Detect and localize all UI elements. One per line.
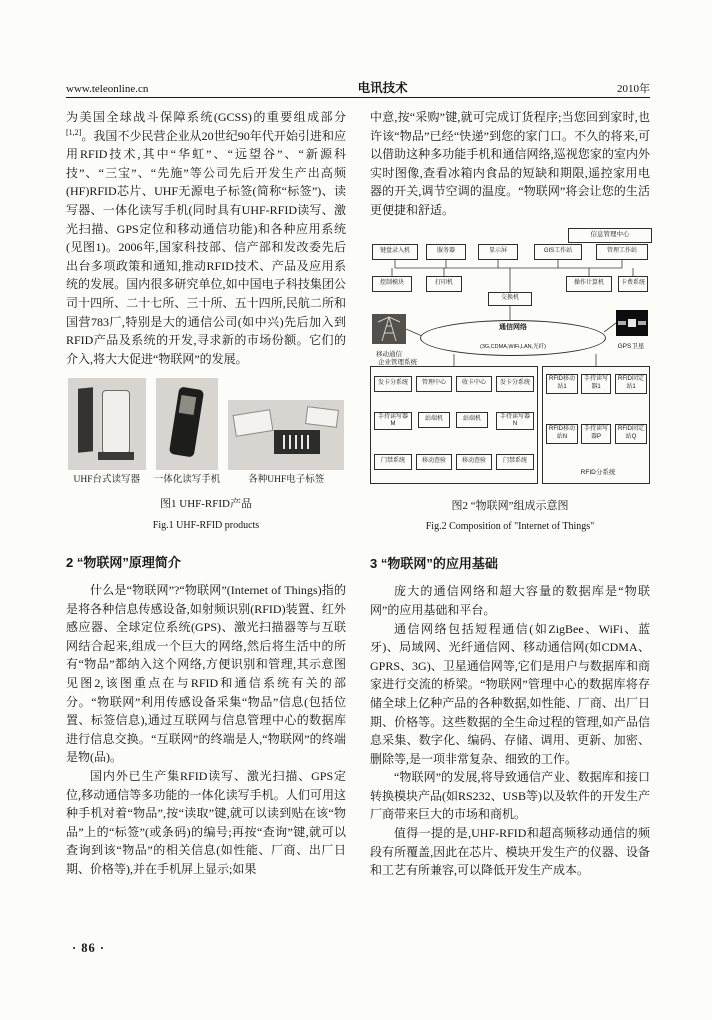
antenna-tower-icon xyxy=(372,314,406,344)
diagram-box-rfid-fixed-q: RFID固定站Q xyxy=(615,424,647,444)
diagram-box-gis-workstation: GIS工作站 xyxy=(534,244,582,260)
section-2-heading: 2 “物联网”原理简介 xyxy=(66,554,181,570)
photo-label-desktop-reader: UHF台式读写器 xyxy=(73,475,140,486)
section-3-paragraph-3: “物联网”的发展,将导致通信产业、数据库和接口转换模块产品(如RS232、USB等)以及软件的开发生产厂商带来巨大的市场和商机。 xyxy=(370,770,651,822)
diagram-box-control-module: 控制模块 xyxy=(372,276,412,292)
uhf-desktop-reader-photo xyxy=(68,378,146,470)
mobile-comm-photo xyxy=(372,314,406,344)
figure-1-cell-handheld xyxy=(154,378,221,486)
section-3-paragraph-4: 值得一提的是,UHF-RFID和超高频移动通信的频段有所覆盖,因此在芯片、模块开发生产的仪器、设备和工艺有所兼容,可以降低开发生产成本。 xyxy=(370,826,650,878)
diagram-box-handheld-n: 手持读写器N xyxy=(496,412,534,430)
journal-title: 电讯技术 xyxy=(357,81,408,95)
diagram-box-card-issue-1: 发卡分系统 xyxy=(374,376,412,392)
header-divider xyxy=(66,97,650,98)
diagram-box-keyboard-entry: 键盘录入机 xyxy=(372,244,418,260)
mobile-comm-label: 移动通信 xyxy=(376,350,402,358)
diagram-box-access-control-2: 门禁系统 xyxy=(496,454,534,470)
section-3-paragraph-2: 通信网络包括短程通信(如ZigBee、WiFi、蓝牙)、局域网、光纤通信网、移动通信网(如CDMA、GPRS、3G)、卫星通信网等,它们是用户与数据库和商家进行交流的桥梁。“物联网”管理中心的数据库将存储全球上亿种产品的各种数据,如性能、厂商、出厂日期、价格等。这些数据的全生命过程的管理,如产品信息采集、数字化、编码、存储、调用、更新、加密、删除等,是一项非常复杂、细致的工作。 xyxy=(370,621,650,766)
diagram-box-rfid-handheld-p: 手持读写器P xyxy=(581,424,611,444)
figure1-caption-cn: 图1 UHF-RFID产品 xyxy=(160,498,252,511)
diagram-box-mgmt-center: 管理中心 xyxy=(416,376,452,392)
diagram-box-rfid-mobile-1: RFID移动站1 xyxy=(546,374,578,394)
figure-1 xyxy=(66,378,346,535)
diagram-box-display: 显示屏 xyxy=(478,244,518,260)
content-columns xyxy=(66,108,650,880)
diagram-box-station-terminal-2: 站端机 xyxy=(456,412,488,428)
handheld-screen-shape xyxy=(179,395,197,415)
page-header xyxy=(66,78,650,96)
satellite-icon xyxy=(616,310,648,336)
diagram-box-card-issue-2: 发卡分系统 xyxy=(496,376,534,392)
diagram-box-printer: 打印机 xyxy=(426,276,462,292)
continued-paragraph xyxy=(66,108,346,368)
diagram-box-mobile-check-2: 移动查验 xyxy=(456,454,492,470)
paragraph-text: 。我国不少民营企业从20世纪90年代开始引进和应用RFID技术,其中“华虹”、“远望谷”、“新源科技”、“三宝”、“先施”等公司先后开发生产出高频(HF)RFID芯片、UHF无源电子标签(简称“标签”)、读写器、一体化读写手机(同时具有UHF-RFID读写、激光扫描、GPS定位和移动通信功能)和各种应用系统(见图1)。2006年,国家科技部、信产部和发改委先后出台多项政策和通知,推动RFID技术、产品及应用系统的发展。国内很多研究单位,如中国电子科技集团公司十四所、二十七所、三十所、五十四所,民航二所和国营783厂,特别是大的通信公司(如中兴)先后加入到RFID产品及系统的开发,寻求新的市场份额。它们的介入,将大大促进“物联网”的发展。 xyxy=(66,128,346,366)
figure-2 xyxy=(370,228,650,537)
paragraph-text: 为美国全球战斗保障系统(GCSS)的重要组成部分 xyxy=(66,110,346,124)
gps-satellite-photo xyxy=(616,310,648,336)
reader-antenna-shape xyxy=(78,388,93,454)
diagram-box-mobile-check-1: 移动查验 xyxy=(416,454,452,470)
figure2-caption-en: Fig.2 Composition of "Internet of Things" xyxy=(425,521,595,533)
diagram-box-station-terminal-1: 站端机 xyxy=(418,412,450,428)
diagram-box-card-collect-center: 收卡中心 xyxy=(456,376,492,392)
section-3-heading: 3 “物联网”的应用基础 xyxy=(370,555,498,571)
page-number: · 86 · xyxy=(72,941,106,955)
section-2-paragraph-1: 什么是“物联网”?“物联网”(Internet of Things)指的是将各种信息传感设备,如射频识别(RFID)装置、红外感应器、全球定位系统(GPS)、激光扫描器等与互联网结合起来,组成一个巨大的网络,然后将生活中的所有“物品”都纳入这个网络,方便识别和管理,其示意图见图2,该图重点在与RFID和通信系统有关的部分。“物联网”利用传感设备采集“物品”信息(包括位置、标签信息),通过互联网与信息管理中心的数据库进行信息交换。“互联网”的终端是人,“物联网”的终端是物(品)。 xyxy=(66,583,346,765)
figure-1-cell-tags xyxy=(228,400,344,486)
right-column xyxy=(370,108,650,880)
gps-satellite-label: GPS卫星 xyxy=(617,342,645,350)
diagram-box-operator-computer: 操作计算机 xyxy=(566,276,612,292)
journal-year: 2010年 xyxy=(616,83,650,95)
communication-network-ellipse xyxy=(420,320,606,356)
enterprise-group-label: 企业管理系统 xyxy=(378,358,417,366)
handheld-reader-photo xyxy=(156,378,218,470)
network-name: 通信网络 xyxy=(499,323,527,331)
continued-paragraph-right: 中意,按“采购”键,就可完成订货程序;当您回到家时,也许该“物品”已经“快递”到您的家门口。不久的将来,可以借助这种多功能手机和通信网络,巡视您家的室内外实时图像,查看冰箱内食品的短缺和期限,遥控家用电器的开关,调节空调的温度。“物联网”将会让您的生活更便捷和舒适。 xyxy=(370,110,650,217)
reader-body-shape xyxy=(102,390,130,454)
reader-base-shape xyxy=(98,452,134,460)
journal-website: www.teleonline.cn xyxy=(66,83,149,95)
tag-shape-3 xyxy=(305,406,339,428)
diagram-box-rfid-handheld-1: 手持读写器1 xyxy=(581,374,611,394)
figure1-caption-en: Fig.1 UHF-RFID products xyxy=(152,519,260,531)
diagram-box-card-fee-system: 卡费系统 xyxy=(618,276,648,292)
diagram-box-mgmt-workstation: 管理工作站 xyxy=(596,244,648,260)
figure-1-cell-reader xyxy=(68,378,146,486)
info-center-label: 信息管理中心 xyxy=(568,228,652,243)
diagram-box-rfid-mobile-n: RFID移动站N xyxy=(546,424,578,444)
iot-composition-diagram xyxy=(370,228,650,488)
photo-label-handheld: 一体化读写手机 xyxy=(153,475,221,486)
diagram-box-server: 服务器 xyxy=(426,244,466,260)
figure-1-photos xyxy=(66,378,346,486)
left-column xyxy=(66,108,346,880)
diagram-box-access-control-1: 门禁系统 xyxy=(374,454,412,470)
tag-shape-1 xyxy=(233,409,274,437)
photo-label-tags: 各种UHF电子标签 xyxy=(248,475,325,486)
tag-shape-2 xyxy=(274,430,320,454)
section-2-paragraph-2: 国内外已生产集RFID读写、激光扫描、GPS定位,移动通信等多功能的一体化读写手机。人们可用这种手机对着“物品”,按“读取”键,就可以读到贴在该“物品”上的“标签”(或条码)的编号;再按“查询”键,就可以查询到该“物品”的相关信息(如性能、厂商、出厂日期、价格等),并在手机屏上显示;如果 xyxy=(66,769,346,876)
network-detail: (3G,CDMA,WiFi,LAN,光纤) xyxy=(479,343,546,350)
diagram-box-handheld-m: 手持读写器M xyxy=(374,412,412,430)
uhf-tags-photo xyxy=(228,400,344,470)
citation-marker: [1,2] xyxy=(66,127,82,137)
rfid-group-label: RFID分系统 xyxy=(580,468,616,476)
figure2-caption-cn: 图2 “物联网”组成示意图 xyxy=(451,499,569,512)
diagram-box-switch: 交换机 xyxy=(488,292,532,306)
diagram-box-rfid-fixed-1: RFID固定站1 xyxy=(615,374,647,394)
section-3-paragraph-1: 庞大的通信网络和超大容量的数据库是“物联网”的应用基础和平台。 xyxy=(370,584,650,617)
